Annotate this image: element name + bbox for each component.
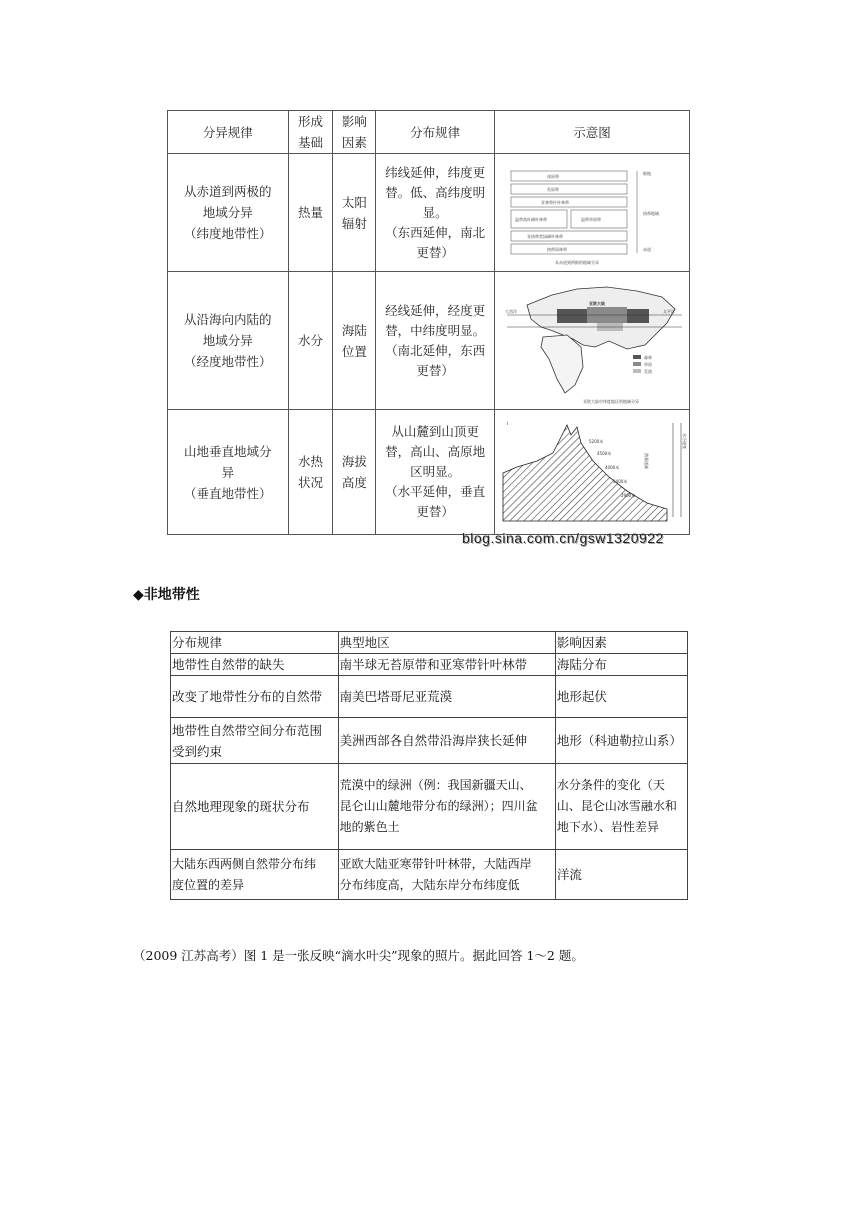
- table-header-row: [171, 632, 688, 654]
- svg-text:I: I: [507, 420, 509, 426]
- table-row: [171, 764, 688, 850]
- rule-cell: 改变了地带性分布的自然带: [171, 676, 339, 718]
- svg-text:热带雨林带: 热带雨林带: [547, 246, 567, 252]
- pattern-cell: 从赤道到两极的 地域分异 （纬度地带性）: [168, 154, 289, 272]
- region-cell: 亚欧大陆亚寒带针叶林带，大陆西岸 分布纬度高，大陆东岸分布纬度低: [338, 850, 555, 900]
- svg-text:极地: 极地: [643, 170, 651, 176]
- region-cell: 荒漠中的绿洲（例：我国新疆天山、 昆仑山山麓地带分布的绿洲）；四川盆 地的紫色土: [338, 764, 555, 850]
- region-cell: 美洲西部各自然带沿海岸狭长延伸: [338, 718, 555, 764]
- pattern-cell: 山地垂直地域分 异 （垂直地带性）: [168, 410, 289, 535]
- factor-cell: 海陆 位置: [333, 272, 376, 410]
- svg-text:热带地域: 热带地域: [643, 210, 659, 216]
- table-row: [171, 850, 688, 900]
- header-cell: 形成 基础: [288, 111, 333, 154]
- table-row: [171, 718, 688, 764]
- svg-text:亚热带常绿阔叶林带: 亚热带常绿阔叶林带: [527, 233, 563, 239]
- table-row: [171, 654, 688, 676]
- mountain-vertical-zones-diagram: [495, 410, 690, 535]
- header-cell: 典型地区: [338, 632, 555, 654]
- section-title: ◆非地带性: [133, 587, 200, 603]
- factor-cell: 洋流: [555, 850, 687, 900]
- svg-text:赤道: 赤道: [643, 246, 651, 252]
- svg-text:苔原带: 苔原带: [547, 186, 559, 192]
- svg-text:草原: 草原: [644, 361, 652, 367]
- header-cell: 分布规律: [376, 111, 495, 154]
- rule-cell: 地带性自然带的缺失: [171, 654, 339, 676]
- svg-text:5200米: 5200米: [589, 438, 604, 444]
- svg-text:热量递减: 热量递减: [644, 452, 649, 469]
- factor-cell: 水分条件的变化（天 山、昆仑山冰雪融水和 地下水）、岩性差异: [555, 764, 687, 850]
- table-row: [168, 410, 690, 535]
- header-cell: 影响 因素: [333, 111, 376, 154]
- rule-cell: 自然地理现象的斑状分布: [171, 764, 339, 850]
- svg-text:亚欧大陆: 亚欧大陆: [589, 300, 605, 306]
- non-zonality-table: [170, 631, 688, 900]
- factor-cell: 地形起伏: [555, 676, 687, 718]
- basis-cell: 水热 状况: [288, 410, 333, 535]
- svg-text:4000米: 4000米: [605, 464, 620, 470]
- header-cell: 示意图: [495, 111, 690, 154]
- question-intro: （2009 江苏高考）图 1 是一张反映“滴水叶尖”现象的照片。据此回答 1～2 题。: [133, 948, 584, 963]
- basis-cell: 热量: [288, 154, 333, 272]
- pattern-cell: 从沿海向内陆的 地域分异 （经度地带性）: [168, 272, 289, 410]
- svg-text:从赤道到两极的地域分异: 从赤道到两极的地域分异: [555, 259, 599, 265]
- latitude-zones-diagram: [495, 154, 690, 272]
- svg-text:荒漠: 荒漠: [644, 368, 652, 374]
- table-row: [168, 154, 690, 272]
- svg-text:温带草原带: 温带草原带: [581, 216, 601, 222]
- rule-cell: 纬线延伸，纬度更 替。低、高纬度明 显。 （东西延伸，南北 更替）: [376, 154, 495, 272]
- rule-cell: 地带性自然带空间分布范围 受到约束: [171, 718, 339, 764]
- table-row: [168, 272, 690, 410]
- factor-cell: 海拔 高度: [333, 410, 376, 535]
- region-cell: 南美巴塔哥尼亚荒漠: [338, 676, 555, 718]
- svg-text:亚寒带针叶林带: 亚寒带针叶林带: [541, 199, 569, 205]
- rule-cell: 经线延伸，经度更 替，中纬度明显。 （南北延伸，东西 更替）: [376, 272, 495, 410]
- svg-text:温带落叶阔叶林带: 温带落叶阔叶林带: [515, 216, 547, 222]
- svg-text:大西洋: 大西洋: [505, 308, 517, 314]
- eurasia-map-diagram: [495, 272, 690, 410]
- latitudinal-zonality-table: [167, 110, 690, 535]
- header-cell: 影响因素: [555, 632, 687, 654]
- header-cell: 分布规律: [171, 632, 339, 654]
- svg-text:森林: 森林: [644, 354, 652, 360]
- basis-cell: 水分: [288, 272, 333, 410]
- table-row: [171, 676, 688, 718]
- svg-text:2900米: 2900米: [621, 492, 636, 498]
- factor-cell: 海陆分布: [555, 654, 687, 676]
- header-cell: 分异规律: [168, 111, 289, 154]
- factor-cell: 地形（科迪勒拉山系）: [555, 718, 687, 764]
- svg-text:亚欧大陆中纬度地区的地域分异: 亚欧大陆中纬度地区的地域分异: [583, 398, 639, 404]
- svg-text:太平洋: 太平洋: [663, 308, 675, 314]
- rule-cell: 大陆东西两侧自然带分布纬 度位置的差异: [171, 850, 339, 900]
- rule-cell: 从山麓到山顶更 替，高山、高原地 区明显。 （水平延伸，垂直 更替）: [376, 410, 495, 535]
- svg-text:4500米: 4500米: [597, 450, 612, 456]
- svg-text:3400米: 3400米: [613, 478, 628, 484]
- factor-cell: 太阳 辐射: [333, 154, 376, 272]
- svg-text:冰原带: 冰原带: [547, 173, 559, 179]
- svg-text:水分递变: 水分递变: [682, 432, 687, 449]
- watermark: blog.sina.com.cn/gsw1320922: [462, 530, 664, 546]
- region-cell: 南半球无苔原带和亚寒带针叶林带: [338, 654, 555, 676]
